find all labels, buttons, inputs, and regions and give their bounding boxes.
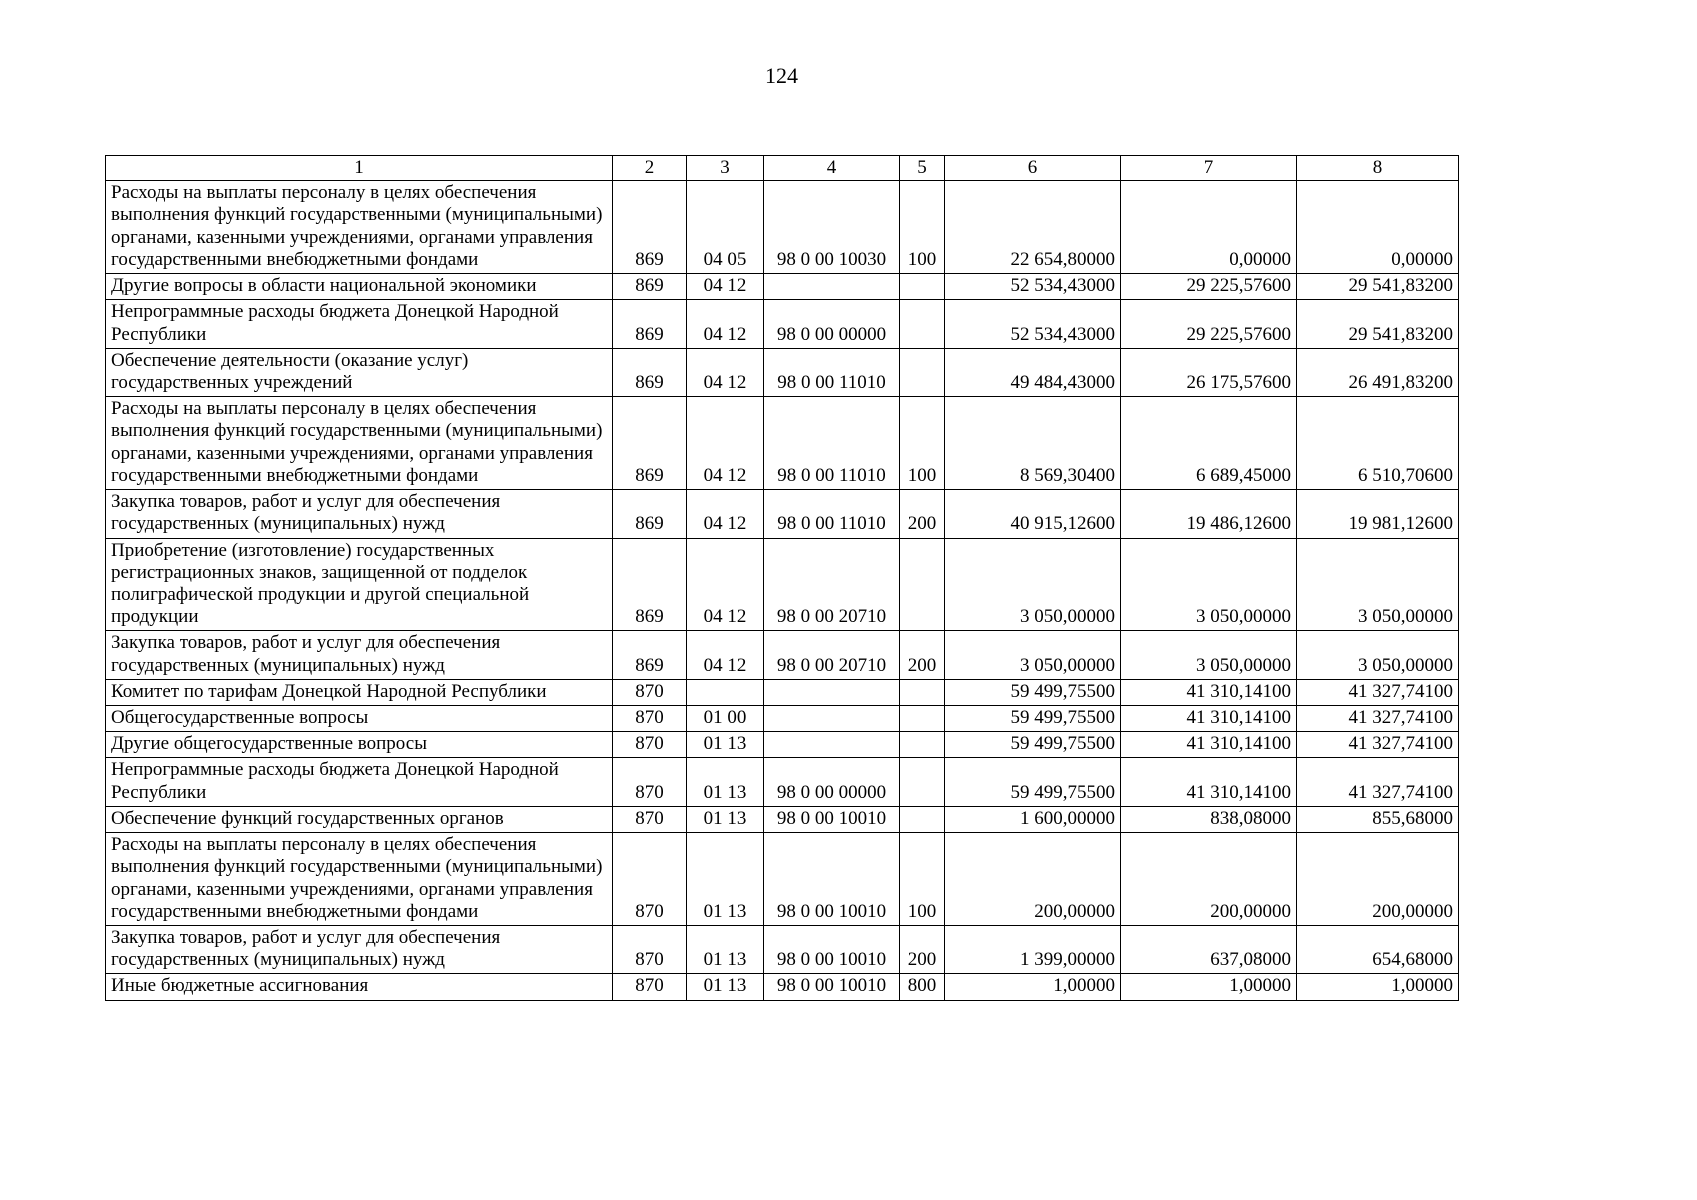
table-cell: 01 13	[687, 806, 764, 832]
table-cell	[900, 758, 945, 806]
table-cell: 41 310,14100	[1121, 758, 1297, 806]
table-row	[106, 706, 1459, 732]
table-cell: 29 541,83200	[1297, 300, 1459, 348]
table-cell: Другие общегосударственные вопросы	[106, 732, 613, 758]
table-cell: Другие вопросы в области национальной экономики	[106, 274, 613, 300]
table-cell: 98 0 00 11010	[764, 397, 900, 490]
column-header-4: 4	[764, 156, 900, 181]
table-cell: 1,00000	[1121, 974, 1297, 1000]
table-cell: 637,08000	[1121, 926, 1297, 974]
table-cell: Закупка товаров, работ и услуг для обеспечения государственных (муниципальных) нужд	[106, 490, 613, 538]
table-cell: Иные бюджетные ассигнования	[106, 974, 613, 1000]
table-cell: 40 915,12600	[945, 490, 1121, 538]
table-cell: 98 0 00 10010	[764, 926, 900, 974]
table-row	[106, 926, 1459, 974]
table-cell: 19 486,12600	[1121, 490, 1297, 538]
table-cell: Комитет по тарифам Донецкой Народной Республики	[106, 679, 613, 705]
table-cell: 04 12	[687, 300, 764, 348]
table-cell: 6 689,45000	[1121, 397, 1297, 490]
table-cell: 870	[613, 679, 687, 705]
table-cell: 3 050,00000	[1121, 538, 1297, 631]
table-cell: 98 0 00 10030	[764, 181, 900, 274]
table-cell: 869	[613, 274, 687, 300]
table-cell: 3 050,00000	[1297, 538, 1459, 631]
table-cell: 41 310,14100	[1121, 679, 1297, 705]
table-cell: 870	[613, 758, 687, 806]
table-cell: 869	[613, 538, 687, 631]
table-row	[106, 974, 1459, 1000]
table-cell: 870	[613, 706, 687, 732]
table-cell: 29 225,57600	[1121, 274, 1297, 300]
table-cell: 04 12	[687, 348, 764, 396]
table-cell: 200,00000	[1121, 833, 1297, 926]
table-cell: 869	[613, 397, 687, 490]
table-cell: 200	[900, 926, 945, 974]
table-cell: 1,00000	[1297, 974, 1459, 1000]
table-body	[106, 181, 1459, 1000]
table-cell: 41 327,74100	[1297, 706, 1459, 732]
table-cell: 869	[613, 300, 687, 348]
table-cell	[764, 679, 900, 705]
table-cell: 98 0 00 10010	[764, 974, 900, 1000]
table-cell: 01 13	[687, 926, 764, 974]
budget-table	[105, 155, 1459, 1001]
table-cell: 98 0 00 11010	[764, 348, 900, 396]
table-cell: 04 12	[687, 490, 764, 538]
table-cell: Общегосударственные вопросы	[106, 706, 613, 732]
table-cell: 04 05	[687, 181, 764, 274]
table-cell: 98 0 00 11010	[764, 490, 900, 538]
table-cell: 870	[613, 806, 687, 832]
table-cell: 654,68000	[1297, 926, 1459, 974]
table-cell: 869	[613, 490, 687, 538]
table-cell: 49 484,43000	[945, 348, 1121, 396]
table-row	[106, 758, 1459, 806]
table-row	[106, 833, 1459, 926]
table-cell: 1 399,00000	[945, 926, 1121, 974]
table-cell: 41 310,14100	[1121, 706, 1297, 732]
table-row	[106, 397, 1459, 490]
table-cell: Расходы на выплаты персоналу в целях обеспечения выполнения функций государственными (муниципальными) органами, казенными учреждениями, органами управления государственными внебюджетными фондами	[106, 181, 613, 274]
table-cell: 800	[900, 974, 945, 1000]
table-cell: 01 13	[687, 732, 764, 758]
table-cell: 59 499,75500	[945, 758, 1121, 806]
table-cell: 855,68000	[1297, 806, 1459, 832]
table-cell: 01 00	[687, 706, 764, 732]
table-cell: 200,00000	[1297, 833, 1459, 926]
table-cell: Закупка товаров, работ и услуг для обеспечения государственных (муниципальных) нужд	[106, 631, 613, 679]
table-cell: Расходы на выплаты персоналу в целях обеспечения выполнения функций государственными (муниципальными) органами, казенными учреждениями, органами управления государственными внебюджетными фондами	[106, 397, 613, 490]
table-cell: 869	[613, 631, 687, 679]
table-cell: 3 050,00000	[945, 631, 1121, 679]
table-cell: 98 0 00 10010	[764, 806, 900, 832]
table-cell: 19 981,12600	[1297, 490, 1459, 538]
table-cell	[900, 806, 945, 832]
table-row	[106, 181, 1459, 274]
table-cell	[900, 348, 945, 396]
table-cell: 04 12	[687, 538, 764, 631]
table-cell: Закупка товаров, работ и услуг для обеспечения государственных (муниципальных) нужд	[106, 926, 613, 974]
header-row	[106, 156, 1459, 181]
table-cell: 01 13	[687, 974, 764, 1000]
table-cell: 26 491,83200	[1297, 348, 1459, 396]
table-cell	[900, 732, 945, 758]
table-cell: 29 225,57600	[1121, 300, 1297, 348]
table-cell: 04 12	[687, 631, 764, 679]
table-row	[106, 679, 1459, 705]
table-cell: 59 499,75500	[945, 679, 1121, 705]
table-row	[106, 490, 1459, 538]
table-cell	[900, 679, 945, 705]
table-cell: 838,08000	[1121, 806, 1297, 832]
table-cell: 8 569,30400	[945, 397, 1121, 490]
table-cell: 100	[900, 181, 945, 274]
table-cell: 59 499,75500	[945, 732, 1121, 758]
table-cell: 52 534,43000	[945, 300, 1121, 348]
table-row	[106, 631, 1459, 679]
table-cell: 200	[900, 631, 945, 679]
table-cell: Обеспечение функций государственных органов	[106, 806, 613, 832]
table-cell: 98 0 00 00000	[764, 300, 900, 348]
table-cell: 870	[613, 926, 687, 974]
table-cell	[764, 274, 900, 300]
table-cell	[900, 300, 945, 348]
page-number: 124	[765, 63, 798, 88]
table-cell: Непрограммные расходы бюджета Донецкой Народной Республики	[106, 300, 613, 348]
table-cell: 59 499,75500	[945, 706, 1121, 732]
table-cell: 3 050,00000	[1121, 631, 1297, 679]
table-cell	[687, 679, 764, 705]
table-cell: 6 510,70600	[1297, 397, 1459, 490]
column-header-1: 1	[106, 156, 613, 181]
table-cell: 870	[613, 833, 687, 926]
table-cell: 1 600,00000	[945, 806, 1121, 832]
table-cell	[900, 538, 945, 631]
table-cell: 41 327,74100	[1297, 679, 1459, 705]
table-cell: 869	[613, 181, 687, 274]
table-cell: 29 541,83200	[1297, 274, 1459, 300]
table-cell	[764, 706, 900, 732]
column-header-6: 6	[945, 156, 1121, 181]
table-cell: 98 0 00 00000	[764, 758, 900, 806]
table-cell	[900, 274, 945, 300]
table-cell: 0,00000	[1297, 181, 1459, 274]
table-row	[106, 300, 1459, 348]
table-cell: 100	[900, 397, 945, 490]
table-cell: 100	[900, 833, 945, 926]
table-cell	[764, 732, 900, 758]
table-cell	[900, 706, 945, 732]
table-cell: 01 13	[687, 758, 764, 806]
table-cell: Обеспечение деятельности (оказание услуг) государственных учреждений	[106, 348, 613, 396]
table-header	[106, 156, 1459, 181]
column-header-7: 7	[1121, 156, 1297, 181]
table-cell: 3 050,00000	[945, 538, 1121, 631]
table-row	[106, 348, 1459, 396]
table-cell: 98 0 00 20710	[764, 631, 900, 679]
column-header-5: 5	[900, 156, 945, 181]
table-cell: 870	[613, 974, 687, 1000]
table-cell: 04 12	[687, 397, 764, 490]
table-row	[106, 538, 1459, 631]
table-row	[106, 732, 1459, 758]
table-cell: 1,00000	[945, 974, 1121, 1000]
table-row	[106, 274, 1459, 300]
table-cell: 41 327,74100	[1297, 732, 1459, 758]
table-cell: 41 310,14100	[1121, 732, 1297, 758]
table-cell: 870	[613, 732, 687, 758]
table-cell: Расходы на выплаты персоналу в целях обеспечения выполнения функций государственными (муниципальными) органами, казенными учреждениями, органами управления государственными внебюджетными фондами	[106, 833, 613, 926]
table-cell: 869	[613, 348, 687, 396]
column-header-3: 3	[687, 156, 764, 181]
table-cell: 52 534,43000	[945, 274, 1121, 300]
column-header-2: 2	[613, 156, 687, 181]
table-cell: 3 050,00000	[1297, 631, 1459, 679]
table-cell: 0,00000	[1121, 181, 1297, 274]
table-cell: Приобретение (изготовление) государственных регистрационных знаков, защищенной от подделок полиграфической продукции и другой специальной продукции	[106, 538, 613, 631]
table-cell: 98 0 00 20710	[764, 538, 900, 631]
table-cell: 01 13	[687, 833, 764, 926]
table-cell: 26 175,57600	[1121, 348, 1297, 396]
table-row	[106, 806, 1459, 832]
table-cell: 200	[900, 490, 945, 538]
column-header-8: 8	[1297, 156, 1459, 181]
table-cell: 98 0 00 10010	[764, 833, 900, 926]
table-cell: Непрограммные расходы бюджета Донецкой Народной Республики	[106, 758, 613, 806]
table-cell: 04 12	[687, 274, 764, 300]
table-cell: 22 654,80000	[945, 181, 1121, 274]
table-cell: 200,00000	[945, 833, 1121, 926]
table-cell: 41 327,74100	[1297, 758, 1459, 806]
